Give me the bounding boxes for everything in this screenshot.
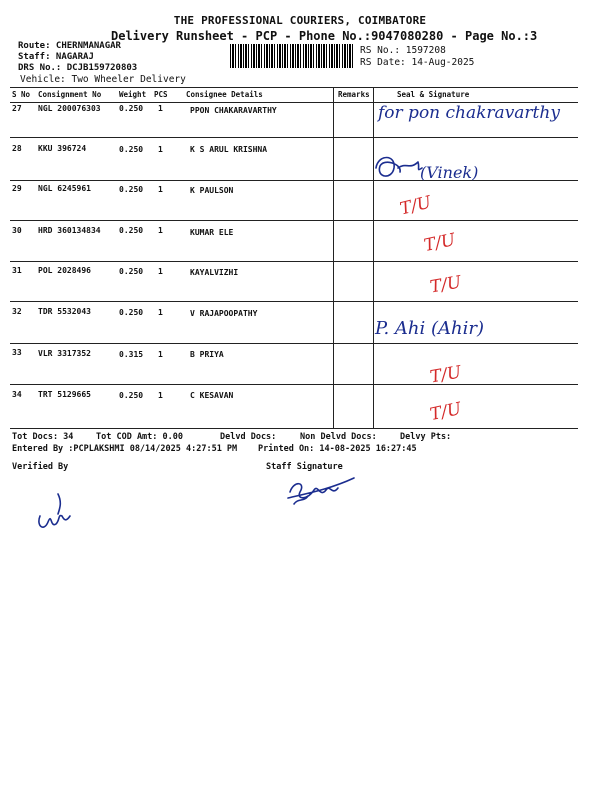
pcs: 1 [158,145,163,154]
weight: 0.250 [119,267,144,276]
table-bottom-border [10,428,578,429]
handwritten-tlu-row30: T/U [422,229,458,257]
rs-date: RS Date: 14-Aug-2025 [360,57,475,68]
weight: 0.250 [119,104,144,113]
consignee: KUMAR ELE [190,228,234,237]
handwritten-tlu-row29: T/U [398,192,434,220]
staff: Staff: NAGARAJ [18,52,94,62]
barcode [230,44,355,68]
col-consignee: Consignee Details [186,90,263,99]
row-divider [10,180,578,181]
weight: 0.250 [119,185,144,194]
printed-on: Printed On: 14-08-2025 16:27:45 [258,444,417,454]
weight: 0.250 [119,226,144,235]
consignment-no: NGL 200076303 [38,104,101,113]
consignment-no: VLR 3317352 [38,349,91,358]
runsheet-title: Delivery Runsheet - PCP - Phone No.:9047080280 - Page No.:3 [111,29,538,43]
consignee: KAYALVIZHI [190,268,239,277]
consignment-no: NGL 6245961 [38,184,91,193]
consignment-no: POL 2028496 [38,266,91,275]
consignee: K S ARUL KRISHNA [190,145,268,154]
consignee: PPON CHAKARAVARTHY [190,106,277,115]
sno: 27 [12,104,22,113]
handwritten-tlu-row33: T/U [428,362,463,388]
non-delivered-docs: Non Delvd Docs: [300,432,377,442]
consignment-no: TRT 5129665 [38,390,91,399]
handwritten-tlu-row31: T/U [428,272,463,298]
weight: 0.315 [119,350,144,359]
remarks-left-divider [333,87,334,429]
route: Route: CHERNMANAGAR [18,41,121,51]
pcs: 1 [158,226,163,235]
staff-signature-label: Staff Signature [266,462,343,472]
row-divider [10,220,578,221]
handwritten-tlu-row34: T/U [428,398,464,426]
sno: 29 [12,184,22,193]
verifier-signature [28,486,78,536]
consignee: V RAJAPOOPATHY [190,309,258,318]
pcs: 1 [158,104,163,113]
company-name: THE PROFESSIONAL COURIERS, COIMBATORE [173,14,427,27]
consignee: C KESAVAN [190,391,234,400]
weight: 0.250 [119,391,144,400]
weight: 0.250 [119,145,144,154]
consignment-no: HRD 360134834 [38,226,101,235]
sno: 28 [12,144,22,153]
drs-number: DRS No.: DCJB159720803 [18,63,138,73]
total-cod-amount: Tot COD Amt: 0.00 [96,432,183,442]
pcs: 1 [158,185,163,194]
table-top-border [10,87,578,88]
remarks-right-divider [373,87,374,429]
handwritten-signature-row27: for pon chakravarthy [378,103,560,123]
weight: 0.250 [119,308,144,317]
col-seal-signature: Seal & Signature [397,90,470,99]
row-divider [10,384,578,385]
col-pcs: PCS [154,90,168,99]
consignment-no: TDR 5532043 [38,307,91,316]
col-remarks: Remarks [338,90,370,99]
vehicle: Vehicle: Two Wheeler Delivery [20,74,186,85]
delivery-points: Delvy Pts: [400,432,452,442]
consignment-no: KKU 396724 [38,144,87,153]
sno: 30 [12,226,22,235]
entered-by: Entered By :PCPLAKSHMI 08/14/2025 4:27:51 PM [12,444,238,454]
handwritten-note-row28: (Vinek) [420,163,479,182]
consignee: B PRIYA [190,350,224,359]
sno: 31 [12,266,22,275]
sno: 32 [12,307,22,316]
sno: 34 [12,390,22,399]
handwritten-signature-row28 [372,148,424,188]
staff-signature [284,470,359,510]
handwritten-signature-row32: P. Ahi (Ahir) [375,318,484,339]
pcs: 1 [158,267,163,276]
col-sno: S No [12,90,31,99]
delivered-docs: Delvd Docs: [220,432,277,442]
rs-number: RS No.: 1597208 [360,45,446,56]
row-divider [10,301,578,302]
col-weight: Weight [119,90,147,99]
pcs: 1 [158,391,163,400]
consignee: K PAULSON [190,186,234,195]
col-consignment: Consignment No [38,90,102,99]
pcs: 1 [158,350,163,359]
row-divider [10,261,578,262]
verified-by-label: Verified By [12,462,69,472]
sno: 33 [12,348,22,357]
total-docs: Tot Docs: 34 [12,432,74,442]
pcs: 1 [158,308,163,317]
